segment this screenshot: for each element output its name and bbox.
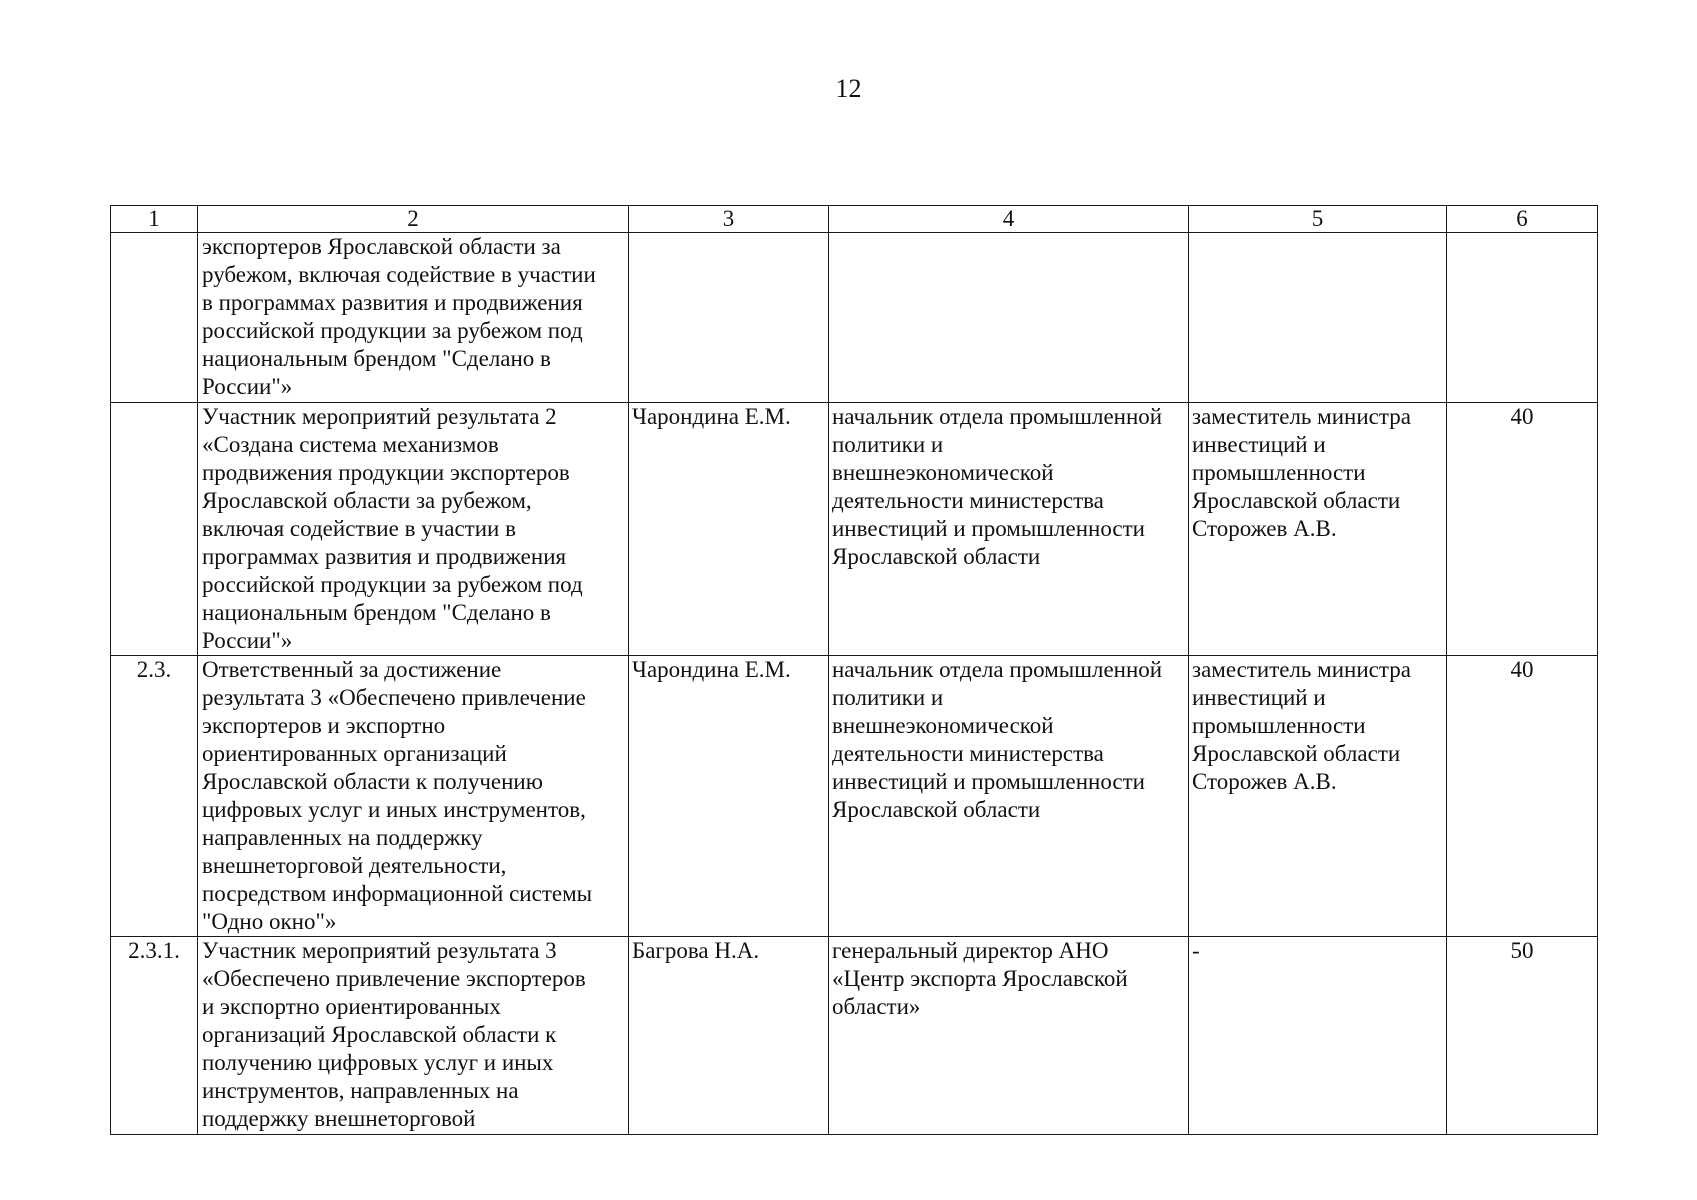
- text-line: «Обеспечено привлечение экспортеров: [202, 966, 586, 991]
- person-cell: Багрова Н.А.: [629, 937, 829, 1135]
- value-cell: 40: [1447, 403, 1598, 656]
- text-line: заместитель министра: [1192, 404, 1411, 429]
- value-cell: 40: [1447, 656, 1598, 937]
- description-cell: [198, 233, 629, 403]
- description-cell: [198, 656, 629, 937]
- text-line: ориентированных организаций: [202, 741, 507, 766]
- text-line: деятельности министерства: [832, 488, 1104, 513]
- row-number-cell: 2.3.: [111, 656, 198, 937]
- supervisor-cell: [1189, 233, 1447, 403]
- text-line: национальным брендом "Сделано в: [202, 346, 551, 371]
- text-line: Ярославской области: [1192, 741, 1401, 766]
- text-line: начальник отдела промышленной: [832, 657, 1163, 682]
- supervisor-cell: [1189, 937, 1447, 1135]
- text-line: области»: [832, 994, 921, 1019]
- text-line: национальным брендом "Сделано в: [202, 600, 551, 625]
- description-cell: [198, 937, 629, 1135]
- text-line: политики и: [832, 685, 944, 710]
- table-row: [111, 656, 1598, 937]
- text-line: «Центр экспорта Ярославской: [832, 966, 1128, 991]
- person-cell: Чарондина Е.М.: [629, 656, 829, 937]
- text-line: Сторожев А.В.: [1192, 516, 1337, 541]
- text-line: начальник отдела промышленной: [832, 404, 1163, 429]
- text-line: России"»: [202, 374, 293, 399]
- value-cell: [1447, 233, 1598, 403]
- text-line: посредством информационной системы: [202, 881, 593, 906]
- header-cell: 1: [111, 206, 198, 233]
- position-cell: [829, 403, 1189, 656]
- header-cell: 5: [1189, 206, 1447, 233]
- text-line: инвестиций и промышленности: [832, 769, 1145, 794]
- text-line: Ярославской области за рубежом,: [202, 488, 532, 513]
- text-line: российской продукции за рубежом под: [202, 572, 583, 597]
- text-line: политики и: [832, 432, 944, 457]
- position-cell: [829, 937, 1189, 1135]
- page-number: 12: [835, 74, 862, 103]
- row-number-cell: [111, 233, 198, 403]
- text-line: России"»: [202, 628, 293, 653]
- supervisor-cell: [1189, 656, 1447, 937]
- text-line: включая содействие в участии в: [202, 516, 516, 541]
- text-line: внешнеторговой деятельности,: [202, 853, 507, 878]
- text-line: направленных на поддержку: [202, 825, 483, 850]
- text-line: инвестиций и: [1192, 685, 1326, 710]
- text-line: экспортеров Ярославской области за: [202, 234, 561, 259]
- text-line: организаций Ярославской области к: [202, 1022, 557, 1047]
- table-row: [111, 233, 1598, 403]
- supervisor-cell: [1189, 403, 1447, 656]
- table-row: [111, 937, 1598, 1135]
- header-cell: 4: [829, 206, 1189, 233]
- text-line: Участник мероприятий результата 3: [202, 938, 557, 963]
- text-line: российской продукции за рубежом под: [202, 318, 583, 343]
- text-line: промышленности: [1192, 713, 1366, 738]
- text-line: Ярославской области: [832, 797, 1041, 822]
- text-line: внешнеэкономической: [832, 460, 1054, 485]
- text-line: Ярославской области: [832, 544, 1041, 569]
- text-line: цифровых услуг и иных инструментов,: [202, 797, 586, 822]
- text-line: -: [1192, 938, 1200, 963]
- position-cell: [829, 656, 1189, 937]
- text-line: поддержку внешнеторговой: [202, 1106, 476, 1131]
- text-line: Сторожев А.В.: [1192, 769, 1337, 794]
- table-body: [111, 233, 1598, 1135]
- text-line: в программах развития и продвижения: [202, 290, 583, 315]
- text-line: внешнеэкономической: [832, 713, 1054, 738]
- person-cell: [629, 233, 829, 403]
- text-line: Ярославской области: [1192, 488, 1401, 513]
- text-line: инструментов, направленных на: [202, 1078, 519, 1103]
- text-line: результата 3 «Обеспечено привлечение: [202, 685, 586, 710]
- description-cell: [198, 403, 629, 656]
- text-line: и экспортно ориентированных: [202, 994, 501, 1019]
- text-line: инвестиций и промышленности: [832, 516, 1145, 541]
- text-line: экспортеров и экспортно: [202, 713, 446, 738]
- text-line: промышленности: [1192, 460, 1366, 485]
- table-row: [111, 403, 1598, 656]
- text-line: рубежом, включая содействие в участии: [202, 262, 596, 287]
- text-line: продвижения продукции экспортеров: [202, 460, 570, 485]
- text-line: заместитель министра: [1192, 657, 1411, 682]
- header-cell: 2: [198, 206, 629, 233]
- header-cell: 6: [1447, 206, 1598, 233]
- text-line: программах развития и продвижения: [202, 544, 567, 569]
- text-line: «Создана система механизмов: [202, 432, 499, 457]
- table-header-row: [111, 206, 1598, 233]
- text-line: получению цифровых услуг и иных: [202, 1050, 554, 1075]
- text-line: Ярославской области к получению: [202, 769, 543, 794]
- text-line: генеральный директор АНО: [832, 938, 1109, 963]
- text-line: Ответственный за достижение: [202, 657, 502, 682]
- position-cell: [829, 233, 1189, 403]
- text-line: инвестиций и: [1192, 432, 1326, 457]
- responsibility-table: [110, 205, 1598, 1135]
- person-cell: Чарондина Е.М.: [629, 403, 829, 656]
- text-line: Участник мероприятий результата 2: [202, 404, 557, 429]
- row-number-cell: 2.3.1.: [111, 937, 198, 1135]
- value-cell: 50: [1447, 937, 1598, 1135]
- header-cell: 3: [629, 206, 829, 233]
- row-number-cell: [111, 403, 198, 656]
- text-line: деятельности министерства: [832, 741, 1104, 766]
- text-line: "Одно окно"»: [202, 909, 337, 934]
